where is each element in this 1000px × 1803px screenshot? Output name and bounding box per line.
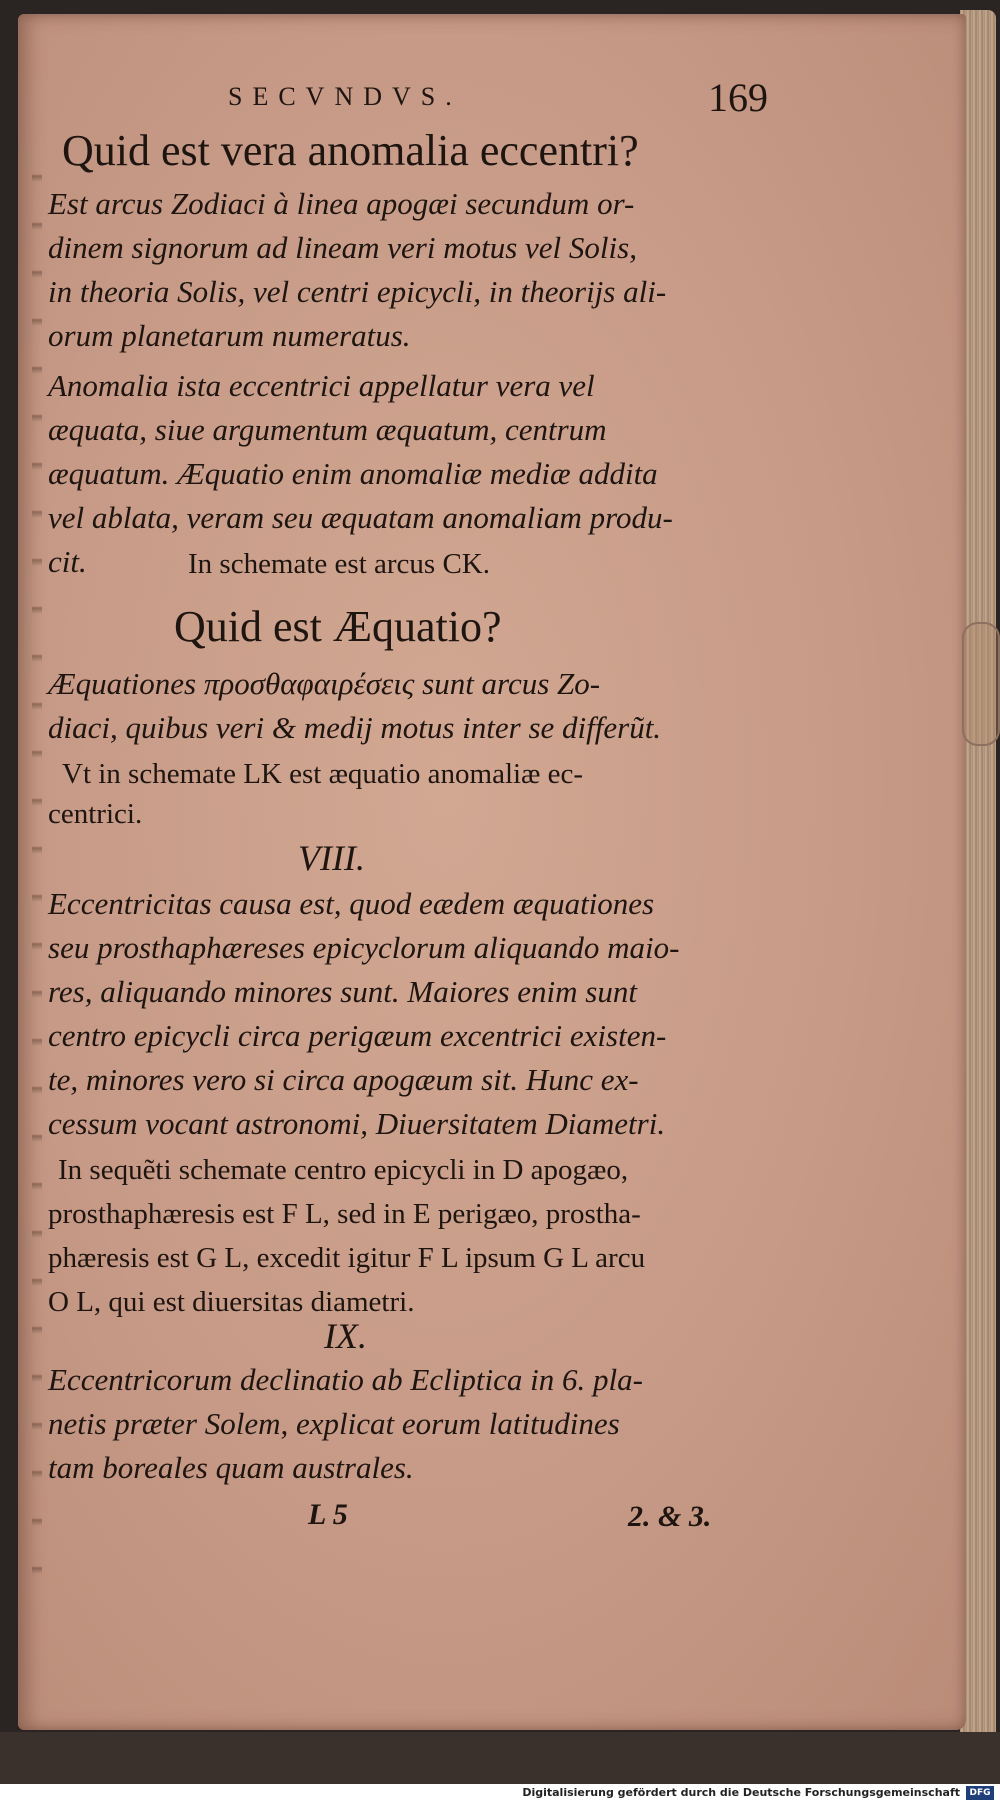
text-line: cit. bbox=[48, 544, 87, 579]
scan-bottom-band bbox=[0, 1732, 1000, 1784]
question-heading-2: Quid est Æquatio? bbox=[174, 602, 502, 651]
text-line: seu prosthaphæreses epicyclorum aliquando maio- bbox=[48, 930, 680, 965]
catchword: 2. & 3. bbox=[628, 1500, 712, 1533]
footer-credit-text: Digitalisierung gefördert durch die Deutsche Forschungsgemeinschaft bbox=[522, 1786, 960, 1799]
text-line: te, minores vero si circa apogæum sit. Hunc ex- bbox=[48, 1062, 639, 1097]
running-head: SECVNDVS. bbox=[228, 82, 462, 111]
text-line: Anomalia ista eccentrici appellatur vera vel bbox=[48, 368, 595, 403]
text-line: æquata, siue argumentum æquatum, centrum bbox=[48, 412, 607, 447]
signature-mark: L 5 bbox=[308, 1498, 348, 1531]
text-line: In sequẽti schemate centro epicycli in D apogæo, bbox=[58, 1154, 629, 1186]
binding-gutter bbox=[32, 134, 42, 1584]
page-number: 169 bbox=[708, 75, 768, 120]
text-line: vel ablata, veram seu æquatam anomaliam produ- bbox=[48, 500, 673, 535]
text-line: Vt in schemate LK est æquatio anomaliæ ec- bbox=[62, 758, 584, 790]
question-heading-1: Quid est vera anomalia eccentri? bbox=[62, 126, 639, 175]
schema-note: In schemate est arcus CK. bbox=[188, 548, 490, 580]
text-line: O L, qui est diuersitas diametri. bbox=[48, 1286, 415, 1318]
text-line: centro epicycli circa perigæum excentrici existen- bbox=[48, 1018, 667, 1053]
text-line: Eccentricitas causa est, quod eædem æquationes bbox=[48, 886, 655, 921]
text-line: orum planetarum numeratus. bbox=[48, 318, 411, 353]
text-line: prosthaphæresis est F L, sed in E perigæo, prostha- bbox=[48, 1198, 641, 1230]
bookmark-tab bbox=[962, 622, 1000, 746]
text-line: res, aliquando minores sunt. Maiores enim sunt bbox=[48, 974, 637, 1009]
text-line: dinem signorum ad lineam veri motus vel Solis, bbox=[48, 230, 637, 265]
section-numeral-8: VIII. bbox=[298, 838, 365, 878]
text-line: tam boreales quam australes. bbox=[48, 1450, 414, 1485]
text-line: Eccentricorum declinatio ab Ecliptica in 6. pla- bbox=[48, 1362, 643, 1397]
text-line: netis præter Solem, explicat eorum latitudines bbox=[48, 1406, 620, 1441]
text-line: æquatum. Æquatio enim anomaliæ mediæ addita bbox=[48, 456, 658, 491]
text-line: Est arcus Zodiaci à linea apogæi secundum or- bbox=[48, 186, 635, 221]
text-line: cessum vocant astronomi, Diuersitatem Diametri. bbox=[48, 1106, 666, 1141]
text-line: phæresis est G L, excedit igitur F L ipsum G L arcu bbox=[48, 1242, 646, 1274]
text-line: Æquationes προσθαφαιρέσεις sunt arcus Zo- bbox=[48, 666, 601, 701]
text-line: in theoria Solis, vel centri epicycli, in theorijs ali- bbox=[48, 274, 667, 309]
text-line: diaci, quibus veri & medij motus inter se differũt. bbox=[48, 710, 662, 745]
section-numeral-9: IX. bbox=[324, 1316, 367, 1356]
dfg-logo: DFG bbox=[966, 1786, 994, 1800]
book-page bbox=[18, 14, 966, 1730]
text-line: centrici. bbox=[48, 798, 143, 830]
footer-credit-bar bbox=[0, 1784, 1000, 1803]
